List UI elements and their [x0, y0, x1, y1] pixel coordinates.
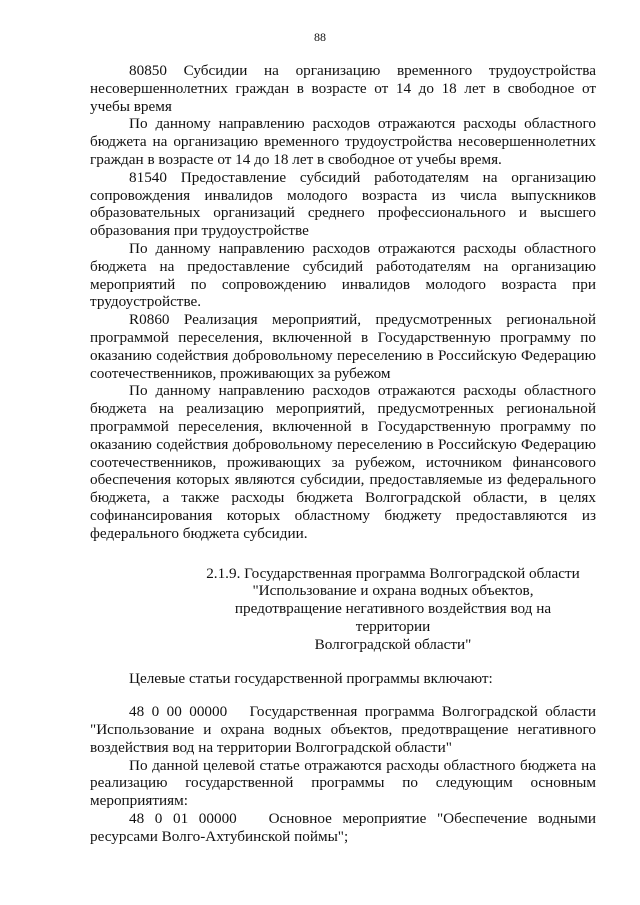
paragraph-r0860-title: R0860 Реализация мероприятий, предусмотренных региональной программой переселения, включенной в Государственную программу по оказанию содействия добровольному переселению в Российскую Федерацию соотечественников, проживающих за рубежом — [90, 311, 596, 382]
paragraph-r0860-description: По данному направлению расходов отражаются расходы областного бюджета на реализацию мероприятий, предусмотренных региональной программой переселения, включенной в Государственную программу по оказанию содействия добровольному переселению в Российскую Федерацию соотечественников, проживающих за рубежом, источником финансового обеспечения которых являются субсидии, предоставляемые из федерального бюджета, а также расходы бюджета Волгоградской области, в целях софинансирования которых областному бюджету предоставляются из федерального бюджета субсидии. — [90, 382, 596, 542]
paragraph-81540-title: 81540 Предоставление субсидий работодателям на организацию сопровождения инвалидов молодого возраста из числа выпускников образовательных организаций среднего профессионального и высшего образования при трудоустройстве — [90, 168, 596, 240]
heading-line: "Использование и охрана водных объектов, — [252, 582, 534, 600]
paragraph-80850-title: 80850 Субсидии на организацию временного трудоустройства несовершеннолетних граждан в возрасте от 14 до 18 лет в свободное от учебы время — [90, 62, 596, 115]
paragraph-81540-description: По данному направлению расходов отражаются расходы областного бюджета на предоставление субсидий работодателям на организацию мероприятий по сопровождению инвалидов молодого возраста при трудоустройстве. — [90, 239, 596, 311]
paragraph-48001-title: 48 0 01 00000 Основное мероприятие "Обеспечение водными ресурсами Волго-Ахтубинской поймы"; — [90, 810, 600, 845]
paragraph-80850-description: По данному направлению расходов отражаются расходы областного бюджета на организацию временного трудоустройства несовершеннолетних граждан в возрасте от 14 до 18 лет в свободное от учебы время. — [90, 115, 596, 168]
intro-line: Целевые статьи государственной программы включают: — [129, 669, 493, 687]
heading-line: территории — [355, 617, 431, 635]
heading-line: 2.1.9. Государственная программа Волгоградской области — [206, 564, 580, 582]
page-number: 88 — [314, 30, 326, 44]
document-body — [90, 62, 600, 846]
heading-line: Волгоградской области" — [314, 635, 472, 653]
heading-line: предотвращение негативного воздействия вод на — [234, 600, 552, 618]
section-heading — [90, 565, 596, 654]
paragraph-480-description: По данной целевой статье отражаются расходы областного бюджета на реализацию государственной программы по следующим основным мероприятиям: — [90, 756, 596, 810]
paragraph-480-title: 48 0 00 00000 Государственная программа Волгоградской области "Использование и охрана водных объектов, предотвращение негативного воздействия вод на территории Волгоградской области" — [90, 703, 600, 756]
